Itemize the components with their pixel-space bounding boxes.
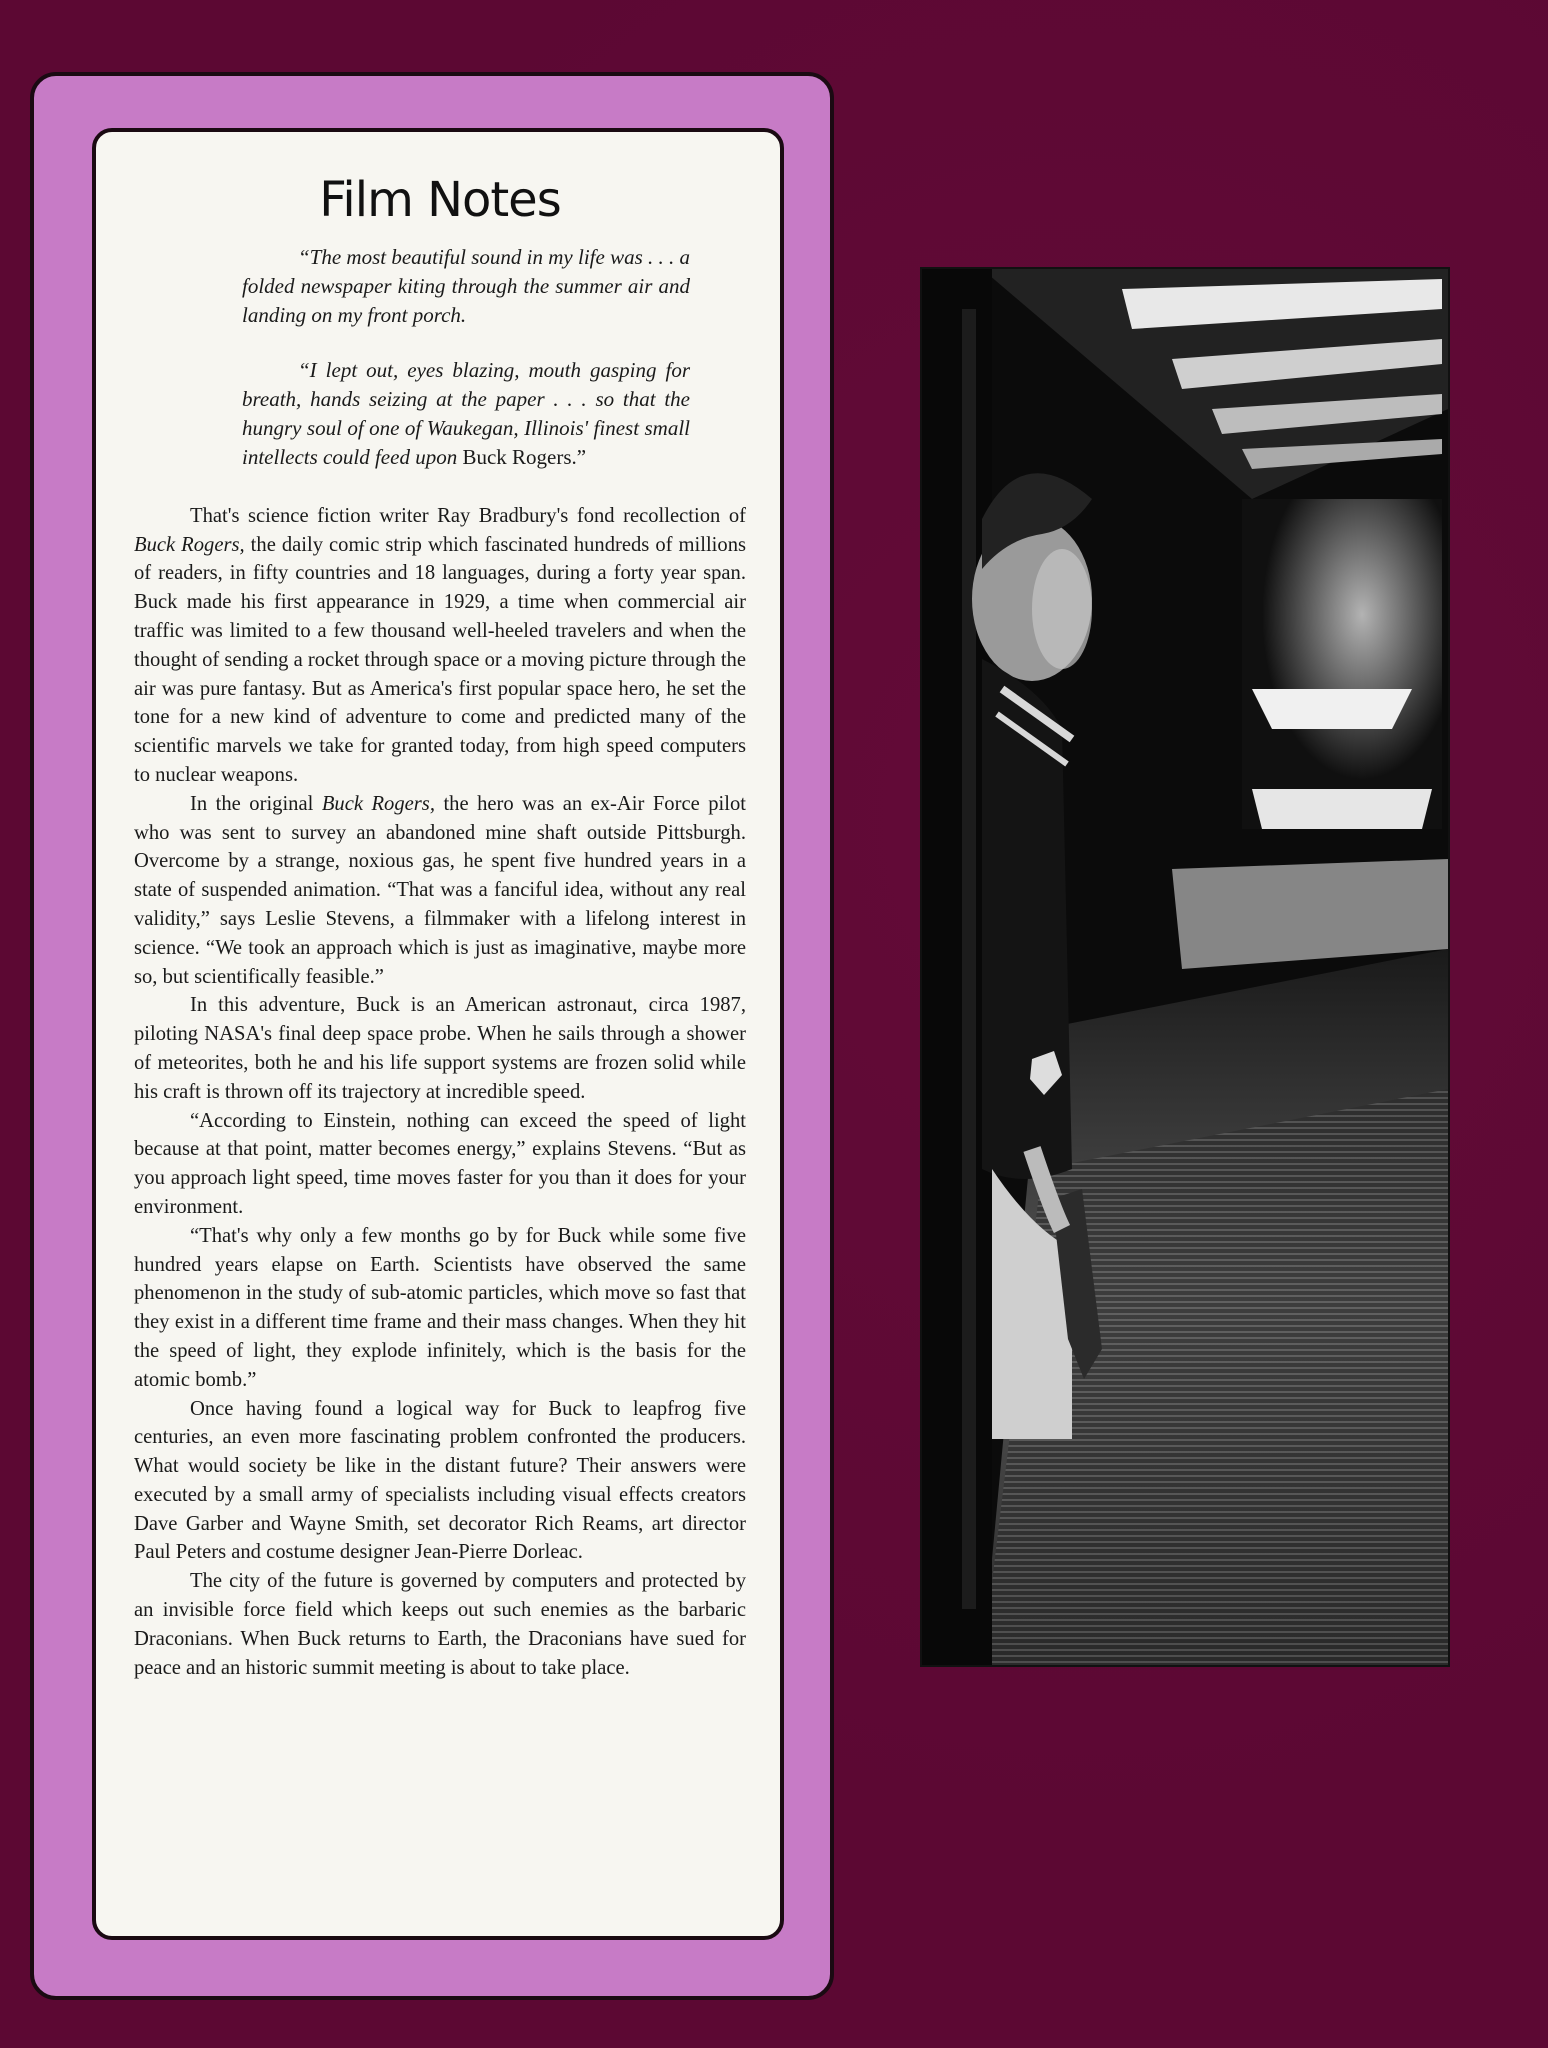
film-notes-frame (30, 72, 834, 2000)
body-paragraph-6: Once having found a logical way for Buck to leapfrog five centuries, an even more fascinating problem confronted the producers. What would society be like in the distant future? Their answers were executed by a small army of specialists including visual effects creators Dave Garber and Wayne Smith, set decorator Rich Reams, art director Paul Peters and costume designer Jean-Pierre Dorleac. (134, 1397, 746, 1564)
page-title: Film Notes (319, 172, 561, 228)
body-paragraph-2 (134, 790, 746, 992)
epigraph-quote (242, 243, 690, 472)
corridor-photo (920, 267, 1450, 1667)
film-notes-card (92, 128, 784, 1940)
epigraph-paragraph-2-plain: Buck Rogers.” (462, 444, 587, 469)
epigraph-paragraph-1: “The most beautiful sound in my life was . . . a folded newspaper kiting through the summer air and landing on my front porch. (242, 244, 691, 327)
body-paragraph-2-title: Buck Rogers, (321, 792, 435, 815)
body-paragraph-4: “According to Einstein, nothing can exceed the speed of light because at that point, matter becomes energy,” explains Stevens. “But as you approach light speed, time moves faster for you than it does for your environment. (134, 1109, 746, 1218)
body-paragraph-3: In this adventure, Buck is an American astronaut, circa 1987, piloting NASA's final deep space probe. When he sails through a shower of meteorites, both he and his life support systems are frozen solid while his craft is thrown off its trajectory at incredible speed. (134, 994, 746, 1103)
article-body (134, 502, 746, 1683)
body-paragraph-1-text-b: the daily comic strip which fascinated hundreds of millions of readers, in fifty countries and 18 languages, during a forty year span. Buck made his first appearance in 1929, a time when commercial air traffic was limited to a few thousand well-heeled travelers and when the thought of sending a rocket through space or a moving picture through the air was pure fantasy. But as America's first popular space hero, he set the tone for a new kind of adventure to come and predicted many of the scientific marvels we take for granted today, from high speed computers to nuclear weapons. (134, 533, 747, 786)
body-paragraph-5: “That's why only a few months go by for Buck while some five hundred years elapse on Earth. Scientists have observed the same phenomenon in the study of sub-atomic particles, which move so fast that they exist in a different time frame and their mass changes. When they hit the speed of light, they explode infinitely, which is the basis for the atomic bomb.” (134, 1224, 746, 1391)
epigraph-paragraph-2 (242, 356, 690, 472)
body-paragraph-2-text-b: the hero was an ex-Air Force pilot who was sent to survey an abandoned mine shaft outside Pittsburgh. Overcome by a strange, noxious gas, he spent five hundred years in a state of suspended animation. “That was a fanciful idea, without any real validity,” says Leslie Stevens, a filmmaker with a lifelong interest in science. “We took an approach which is just as imaginative, maybe more so, but scientifically feasible.” (134, 792, 746, 988)
body-paragraph-1 (134, 502, 746, 790)
body-paragraph-1-title: Buck Rogers, (134, 533, 245, 556)
body-paragraph-7: The city of the future is governed by computers and protected by an invisible force field which keeps out such enemies as the barbaric Draconians. When Buck returns to Earth, the Draconians have sued for peace and an historic summit meeting is about to take place. (134, 1570, 746, 1679)
epigraph-paragraph-2-italic: “I lept out, eyes blazing, mouth gasping for breath, hands seizing at the paper . . . so that the hungry soul of one of Waukegan, Illinois' finest small intellects could feed upon (242, 357, 690, 469)
body-paragraph-1-text-a: That's science fiction writer Ray Bradbury's fond recollection of (190, 504, 746, 527)
body-paragraph-2-text-a: In the original (190, 792, 322, 815)
